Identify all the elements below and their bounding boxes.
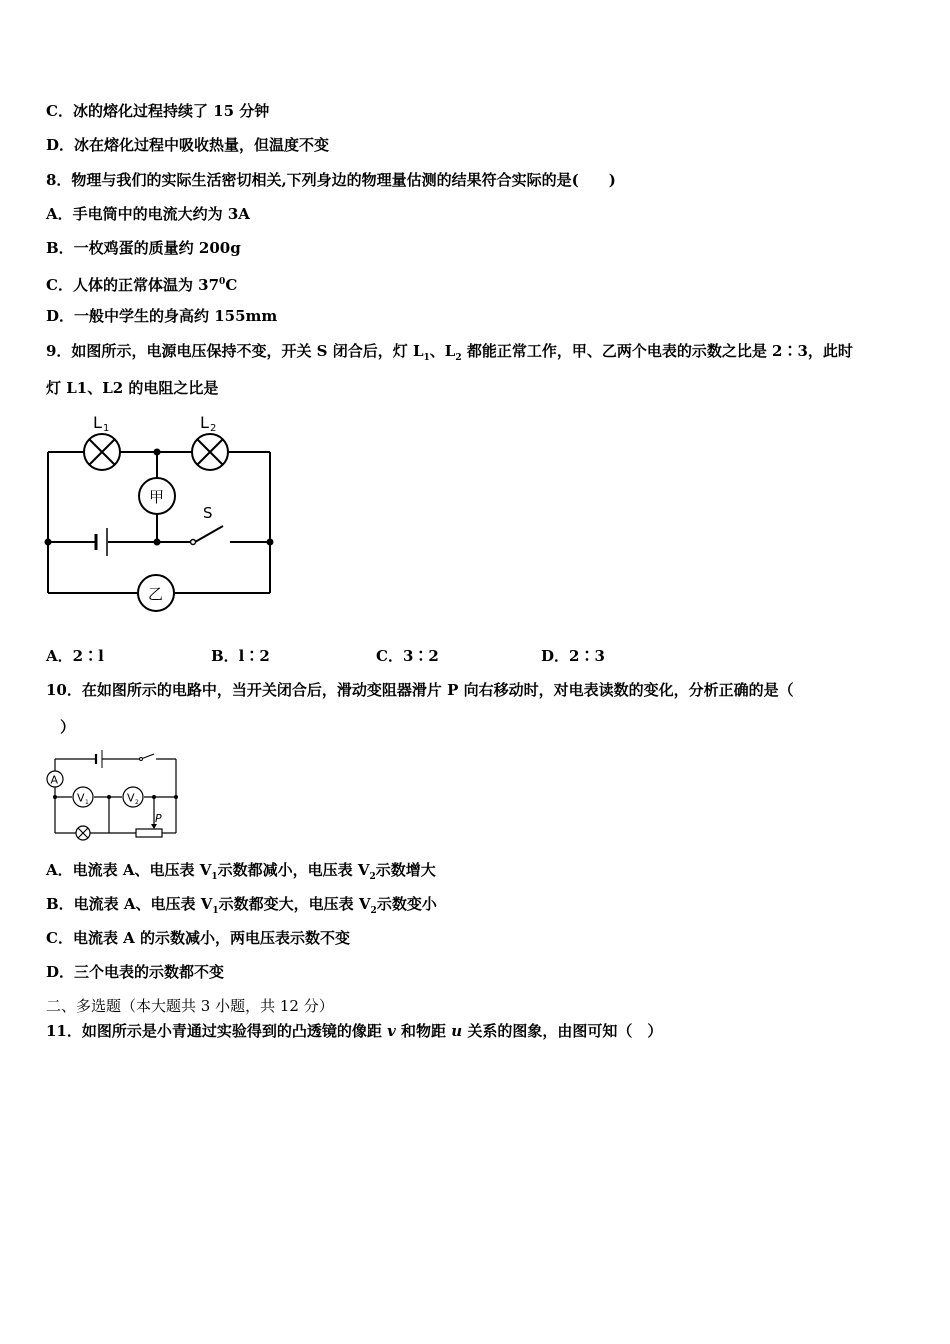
q10-option-b: B．电流表 A、电压表 $V_1$示数都变大，电压表 $V_2$示数变小 [46, 895, 437, 916]
q8-option-a: A．手电筒中的电流大约为 3A [46, 205, 250, 223]
q10-stem-line2: ） [60, 718, 76, 736]
label-yi: 乙 [148, 585, 164, 603]
q8-option-b: B．一枚鸡蛋的质量约 200g [46, 239, 241, 257]
q9-option-d: D．2∶3 [541, 647, 605, 665]
q10-stem: 10．在如图所示的电路中，当开关闭合后，滑动变阻器滑片 P 向右移动时，对电表读数的变化，分析正确的是（ [46, 681, 794, 699]
label-slider-p: P [155, 812, 162, 825]
q8-option-c: C．人体的正常体温为 $37^0C$ [46, 276, 238, 294]
lamp-icon [76, 826, 90, 840]
label-l2-sub: 2 [210, 423, 217, 434]
q7-option-d: D．冰在熔化过程中吸收热量，但温度不变 [46, 136, 330, 154]
label-v1: V [77, 791, 85, 805]
q8-option-d: D．一般中学生的身高约 155mm [46, 307, 278, 325]
q9-option-b: B．l∶2 [211, 647, 270, 665]
lamp-l2-icon [192, 434, 228, 470]
q7-option-c: C．冰的熔化过程持续了 15 分钟 [46, 102, 270, 120]
q9-stem-line2: 灯 L1、L2 的电阻之比是 [46, 379, 219, 397]
q8-stem: 8．物理与我们的实际生活密切相关,下列身边的物理量估测的结果符合实际的是( ) [46, 171, 616, 189]
q10-circuit-diagram [44, 745, 184, 840]
battery-icon [96, 750, 102, 768]
q9-option-c: C．3∶2 [376, 647, 439, 665]
label-l1: L [93, 413, 102, 432]
label-jia: 甲 [149, 488, 165, 506]
label-v2-sub: 2 [135, 799, 139, 806]
q10-option-c: C．电流表 A 的示数减小，两电压表示数不变 [46, 929, 351, 947]
label-l2: L [200, 413, 209, 432]
battery-icon [96, 528, 107, 556]
q9-stem: 9．如图所示，电源电压保持不变，开关 S 闭合后，灯 $L_1$、$L_2$ 都能正常工作，甲、乙两个电表的示数之比是 2∶3，此时 [46, 342, 853, 363]
label-v1-sub: 1 [85, 799, 89, 806]
label-ammeter: A [50, 773, 59, 787]
q10-option-d: D．三个电表的示数都不变 [46, 963, 225, 981]
q9-circuit-diagram [40, 408, 280, 613]
label-switch-s: S [203, 504, 213, 522]
q11-stem: 11．如图所示是小青通过实验得到的凸透镜的像距 v 和物距 u 关系的图象，由图可知（ ） [46, 1022, 663, 1040]
rheostat-icon [136, 829, 162, 837]
label-v2: V [127, 791, 135, 805]
q9-option-a: A．2∶l [46, 647, 104, 665]
section-heading: 二、多选题（本大题共 3 小题，共 12 分） [46, 997, 334, 1015]
label-l1-sub: 1 [103, 423, 110, 434]
lamp-l1-icon [84, 434, 120, 470]
q10-option-a: A．电流表 A、电压表 $V_1$示数都减小，电压表 $V_2$示数增大 [46, 861, 436, 882]
